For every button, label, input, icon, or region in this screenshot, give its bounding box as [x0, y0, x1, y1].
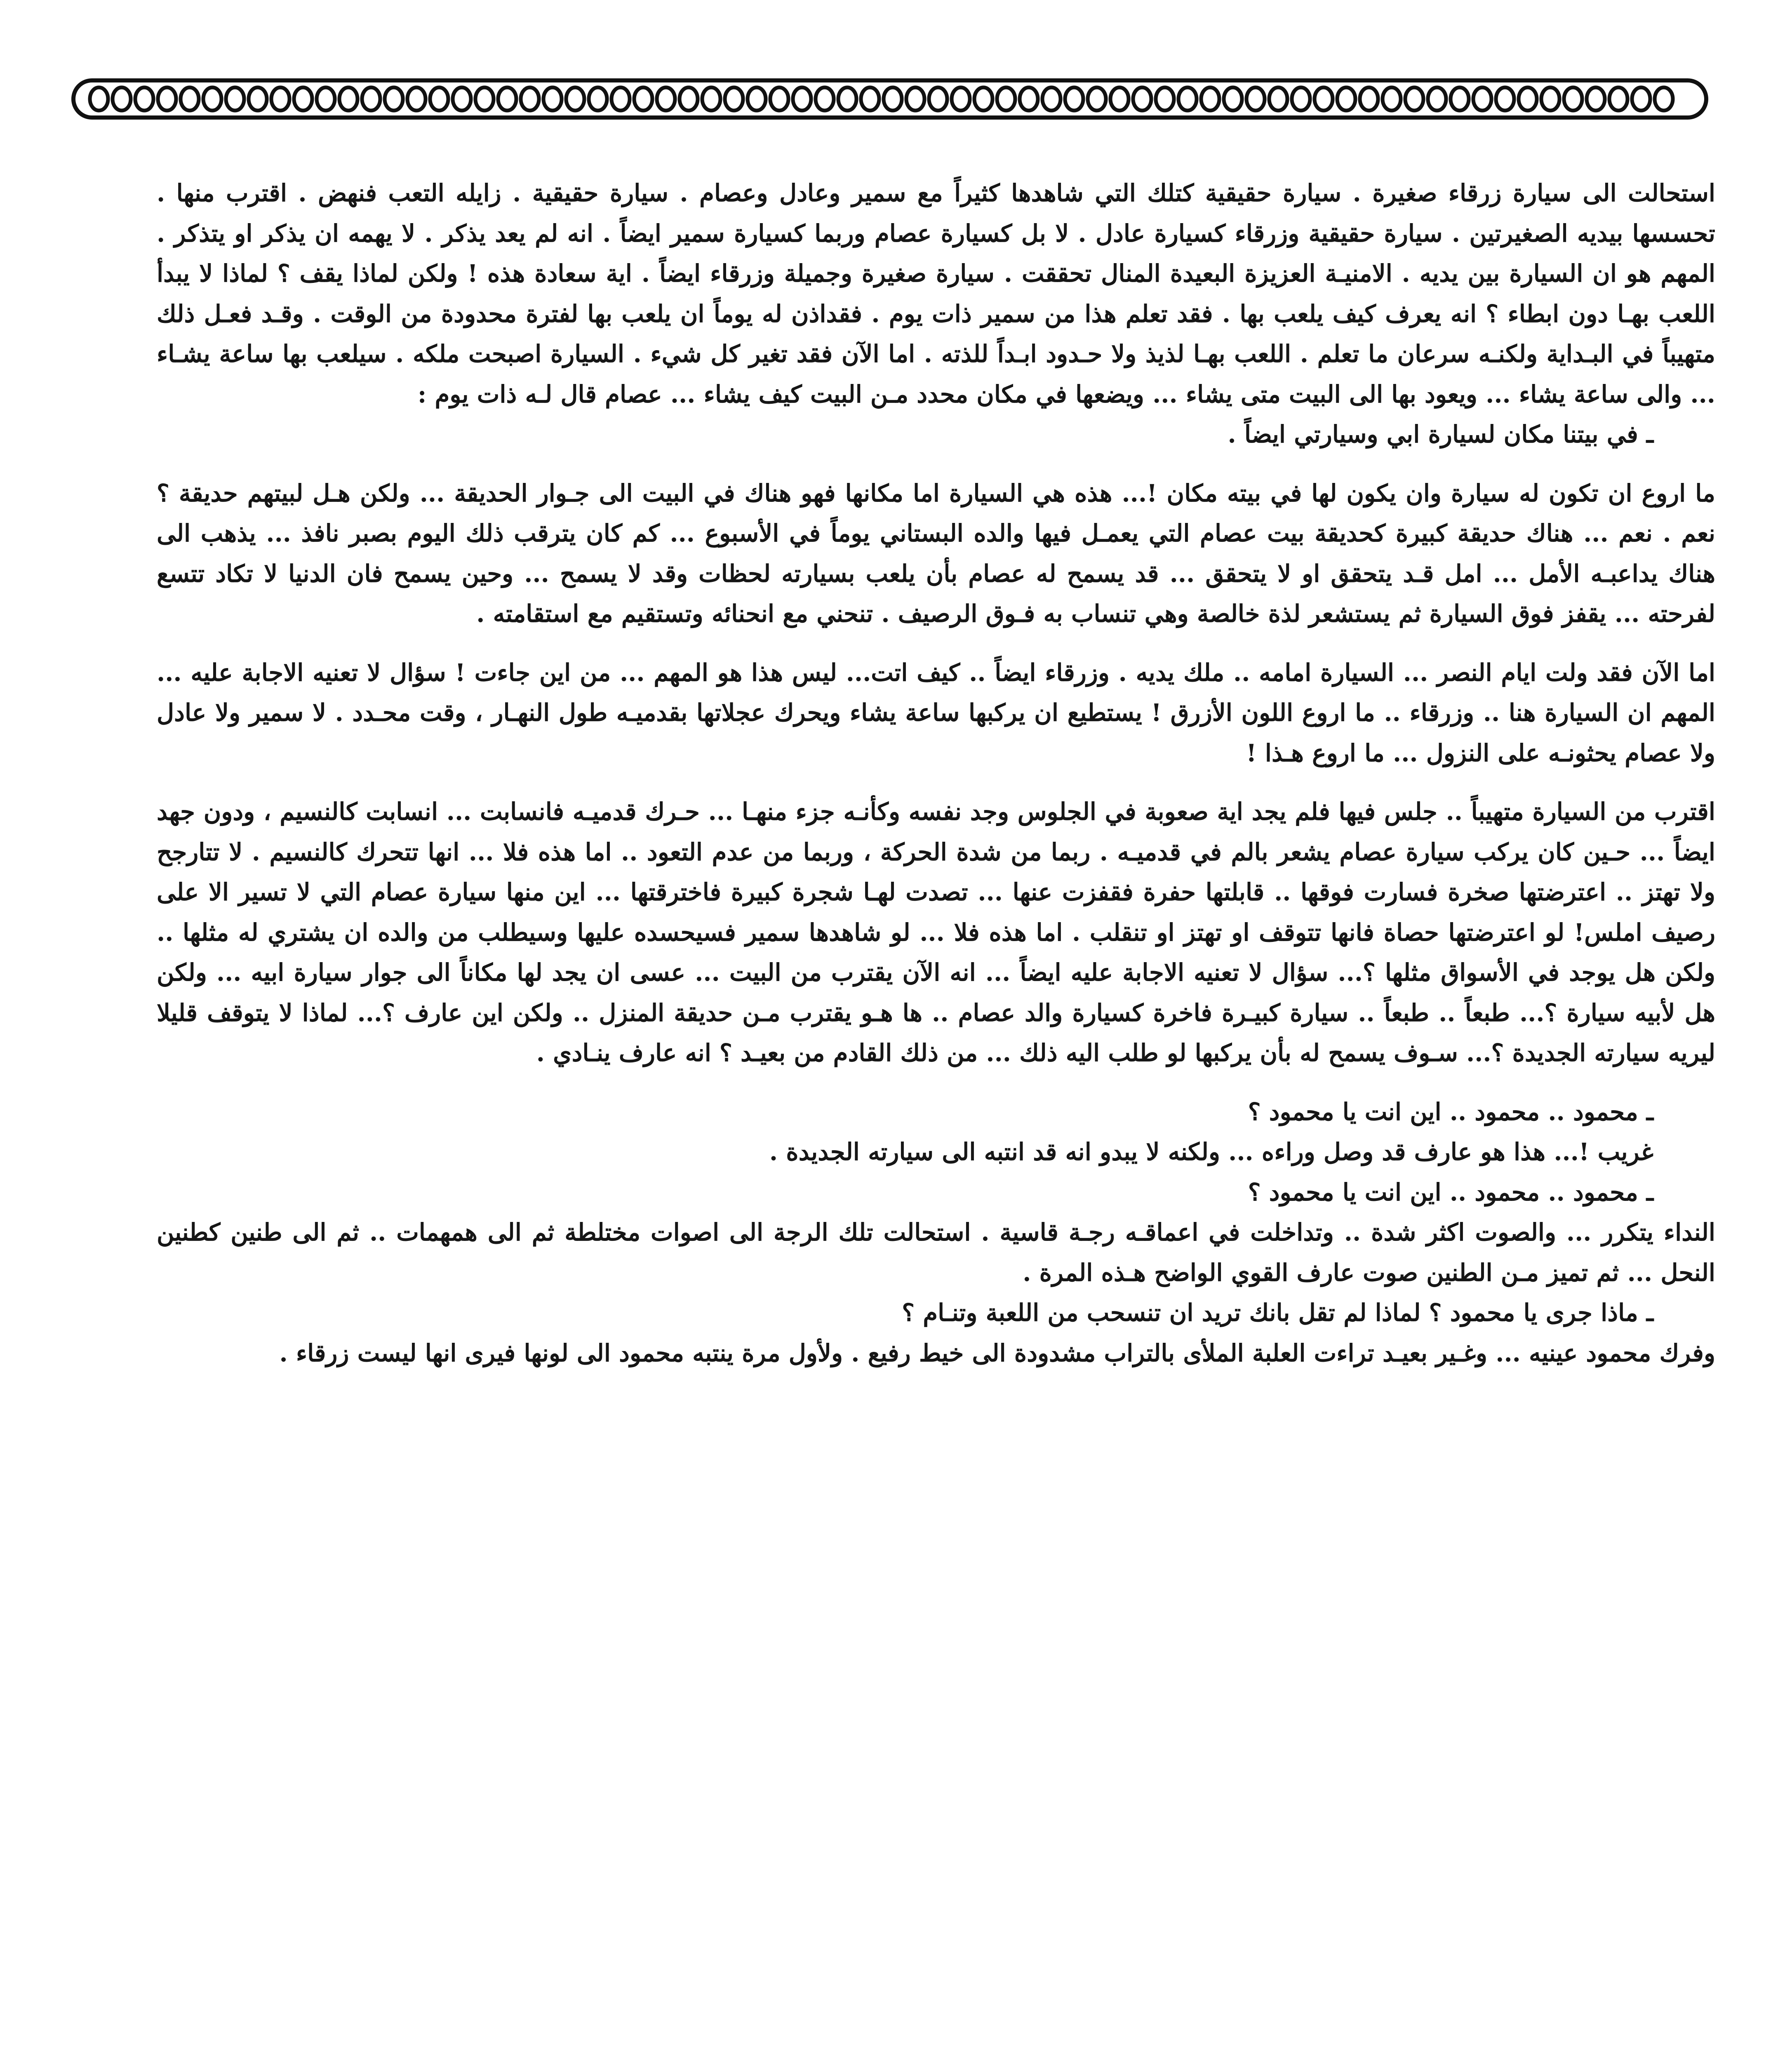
paragraph-1: استحالت الى سيارة زرقاء صغيرة . سيارة حقيقية كتلك التي شاهدها كثيراً مع سمير وعادل وعصام . سيارة حقيقية . زايله التعب فنهض . اقترب منها . تحسسها بيديه الصغيرتين . سيارة حقيقية وزرقاء كسيارة عادل . لا بل كسيارة عصام وربما كسيارة سمير ايضاً . انه لم يعد يذكر . لا يهمه ان يذكر او يتذكر . المهم هو ان السيارة بين يديه . الامنيـة العزيزة البعيدة المنال تحققت . سيارة صغيرة وجميلة وزرقاء ايضاً . اية سعادة هذه ! ولكن لماذا يقف ؟ لماذا لا يبدأ اللعب بهـا دون ابطاء ؟ انه يعرف كيف يلعب بها . فقد تعلم هذا من سمير ذات يوم . فقداذن له يوماً ان يلعب بها لفترة محدودة من الوقت . وقـد فعـل ذلك متهيباً في البـداية ولكنـه سرعان ما تعلم . اللعب بهـا لذيذ ولا حـدود ابـداً للذته . اما الآن فقد تغير كل شيء . السيارة اصبحت ملكه . سيلعب بها ساعة يشـاء ... والى ساعة يشاء ... ويعود بها الى البيت متى يشاء ... ويضعها في مكان محدد مـن البيت كيف يشاء ... عصام قال لـه ذات يوم :	[157, 179, 1715, 408]
dialogue-line-1: ـ في بيتنا مكان لسيارة ابي وسيارتي ايضاً .	[1228, 420, 1653, 448]
paragraph-3: اما الآن فقد ولت ايام النصر ... السيارة امامه .. ملك يديه . وزرقاء ايضاً .. كيف اتت... ليس هذا هو المهم ... من اين جاءت ! سؤال لا تعنيه الاجابة عليه ... المهم ان السيارة هنا .. وزرقاء .. ما اروع اللون الأزرق ! يستطيع ان يركبها ساعة يشاء ويحرك عجلاتها بقدميـه طول النهـار ، وقت محـدد . لا سمير ولا عادل ولا عصام يحثونـه على النزول ... ما اروع هـذا !	[157, 658, 1715, 767]
ornamental-top-border	[70, 66, 1719, 132]
paragraph-5: النداء يتكرر ... والصوت اكثر شدة .. وتداخلت في اعماقـه رجـة قاسية . استحالت تلك الرجة الى اصوات مختلطة ثم الى همهمات .. ثم الى طنين كطنين النحل ... ثم تميز مـن الطنين صوت عارف القوي الواضح هـذه المرة .	[157, 1218, 1715, 1287]
paragraph-4: اقترب من السيارة متهيباً .. جلس فيها فلم يجد اية صعوبة في الجلوس وجد نفسه وكأنـه جزء منهـا ... حـرك قدميـه فانسابت ... انسابت كالنسيم ، ودون جهد ايضاً ... حـين كان يركب سيارة عصام يشعر بالم في قدميـه . ربما من شدة الحركة ، وربما من عدم التعود .. اما هذه فلا ... انها تتحرك كالنسيم . لا تتارجح ولا تهتز .. اعترضتها صخرة فسارت فوقها .. قابلتها حفرة فقفزت عنها ... تصدت لهـا شجرة كبيرة فاخترقتها ... اين منها سيارة عصام التي لا تسير الا على رصيف املس! لو اعترضتها حصاة فانها تتوقف او تهتز او تنقلب . اما هذه فلا ... لو شاهدها سمير فسيحسده عليها وسيطلب من والده ان يشتري له مثلها .. ولكن هل يوجد في الأسواق مثلها ؟... سؤال لا تعنيه الاجابة عليه ايضاً ... انه الآن يقترب من البيت ... عسى ان يجد لها مكاناً الى جوار سيارة ابيه ... ولكن هل لأبيه سيارة ؟... طبعاً .. طبعاً .. سيارة كبيـرة فاخرة كسيارة والد عصام .. ها هـو يقترب مـن حديقة المنزل .. ولكن اين عارف ؟... لماذا لا يتوقف قليلا ليريه سيارته الجديدة ؟... سـوف يسمح له بأن يركبها لو طلب اليه ذلك ... من ذلك القادم من بعيـد ؟ انه عارف ينـادي .	[157, 798, 1715, 1067]
dialogue-line-5: ـ ماذا جرى يا محمود ؟ لماذا لم تقل بانك تريد ان تنسحب من اللعبة وتنـام ؟	[902, 1299, 1653, 1327]
ornament-chain-graphic	[70, 66, 1719, 132]
dialogue-line-4: ـ محمود .. محمود .. اين انت يا محمود ؟	[1248, 1178, 1653, 1206]
dialogue-line-3: غريب !... هذا هو عارف قد وصل وراءه ... ولكنه لا يبدو انه قد انتبه الى سيارته الجديدة .	[769, 1138, 1653, 1166]
article-body	[157, 173, 1715, 1373]
paragraph-6: وفرك محمود عينيه ... وغـير بعيـد تراءت العلبة الملأى بالتراب مشدودة الى خيط رفيع . ولأول مرة ينتبه محمود الى لونها فيرى انها ليست زرقاء .	[279, 1339, 1715, 1367]
dialogue-line-2: ـ محمود .. محمود .. اين انت يا محمود ؟	[1248, 1097, 1653, 1126]
paragraph-2: ما اروع ان تكون له سيارة وان يكون لها في بيته مكان !... هذه هي السيارة اما مكانها فهو هناك في البيت الى جـوار الحديقة ... ولكن هـل لبيتهم حديقة ؟ نعم . نعم ... هناك حديقة كبيرة كحديقة بيت عصام التي يعمـل فيها والده البستاني يوماً في الأسبوع ... كم كان يترقب ذلك اليوم بصبر نافذ ... يذهب الى هناك يداعبـه الأمل ... امل قـد يتحقق او لا يتحقق ... قد يسمح له عصام بأن يلعب بسيارته لحظات وقد لا يسمح ... وحين يسمح فان الدنيا لا تكاد تتسع لفرحته ... يقفز فوق السيارة ثم يستشعر لذة خالصة وهي تنساب به فـوق الرصيف . تنحني مع انحنائه وتستقيم مع استقامته .	[157, 479, 1715, 628]
